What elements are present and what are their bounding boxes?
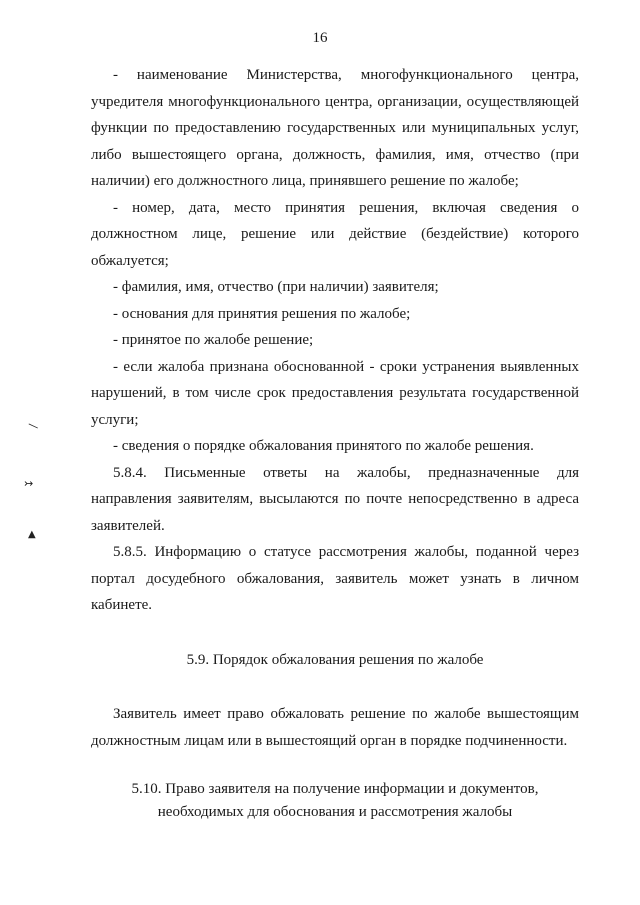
paragraph-decision-grounds: - основания для принятия решения по жалобе;: [113, 305, 411, 322]
paragraph-decision-number: - номер, дата, место принятия решения, включая сведения о должностном лице, решение или действие (бездействие) которого обжалуется;: [91, 199, 579, 269]
document-body: [91, 62, 579, 824]
paragraph-appeal-procedure: - сведения о порядке обжалования принятого по жалобе решения.: [113, 438, 534, 454]
section-heading-5-9: 5.9. Порядок обжалования решения по жалобе: [186, 651, 484, 668]
page-number: 16: [312, 30, 328, 46]
scan-mark: ↣: [24, 477, 34, 490]
paragraph-decision-taken: - принятое по жалобе решение;: [113, 332, 314, 348]
section-heading-5-10-line2: необходимых для обоснования и рассмотрения жалобы: [157, 804, 513, 820]
section-heading-5-10: [91, 778, 579, 824]
paragraph-5-8-4: 5.8.4. Письменные ответы на жалобы, предназначенные для направления заявителям, высылаются по почте непосредственно в адреса заявителей.: [91, 464, 579, 534]
scan-mark: ▲: [28, 529, 36, 540]
section-heading-5-10-line1: 5.10. Право заявителя на получение информации и документов,: [131, 781, 539, 797]
paragraph-5-8-5: 5.8.5. Информацию о статусе рассмотрения жалобы, поданной через портал досудебного обжалования, заявитель может узнать в личном кабинете.: [91, 544, 579, 613]
scan-mark: —: [25, 417, 42, 434]
paragraph-applicant-name: - фамилия, имя, отчество (при наличии) заявителя;: [113, 279, 439, 295]
paragraph-5-9-text: Заявитель имеет право обжаловать решение по жалобе вышестоящим должностным лицам или в вышестоящий орган в порядке подчиненности.: [91, 706, 579, 749]
paragraph-violation-terms: - если жалоба признана обоснованной - сроки устранения выявленных нарушений, в том числе срок предоставления результата государственной услуги;: [91, 358, 579, 428]
paragraph-ministry-name: - наименование Министерства, многофункционального центра, учредителя многофункционального центра, организации, осуществляющей функции по предоставлению государственных или муниципальных услуг, либо вышестоящего органа, должность, фамилия, имя, отчество (при наличии) его должностного лица, принявшего решение по жалобе;: [91, 67, 579, 189]
